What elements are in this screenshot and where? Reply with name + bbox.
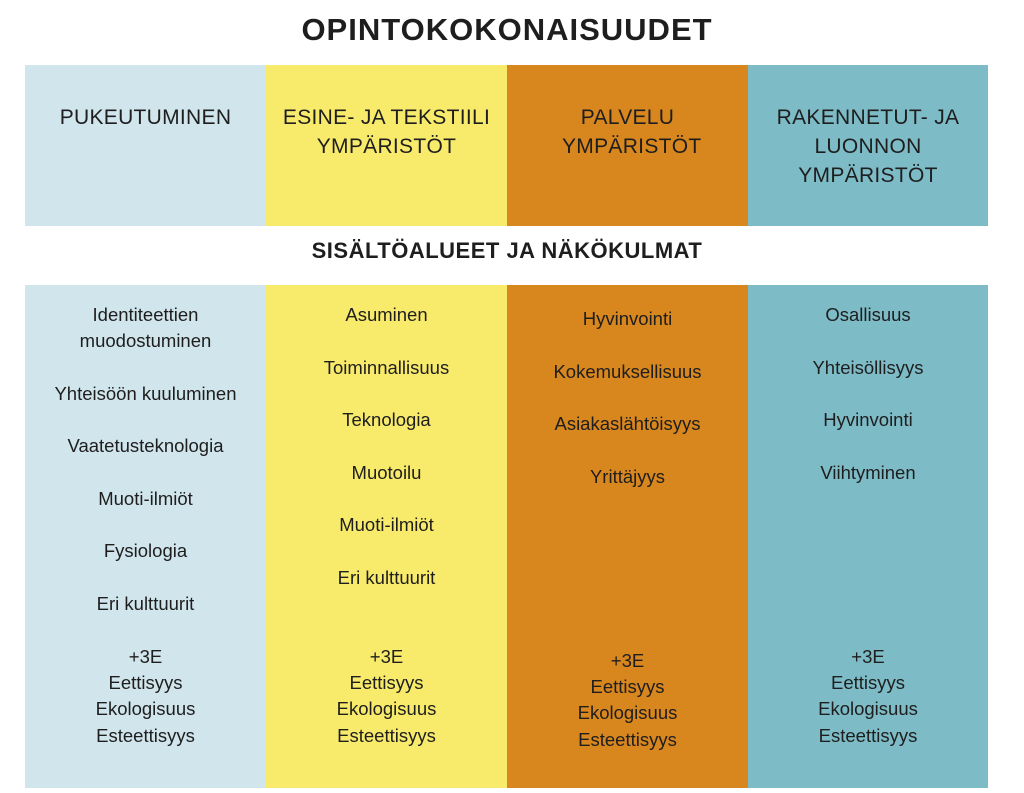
content-areas-row bbox=[25, 285, 988, 788]
content-column-esine-tekstiili bbox=[266, 285, 507, 788]
module-header-label: RAKENNETUT- JA LUONNON YMPÄRISTÖT bbox=[776, 106, 960, 187]
module-header-label: PUKEUTUMINEN bbox=[59, 106, 232, 129]
list-item: Yrittäjyys bbox=[589, 465, 666, 487]
list-item: Asuminen bbox=[345, 304, 428, 325]
main-title: OPINTOKOKONAISUUDET bbox=[301, 12, 713, 47]
three-e-item: Esteettisyys bbox=[578, 728, 677, 750]
module-header-esine-tekstiili bbox=[266, 65, 507, 226]
module-header-rakennetut-luonnon bbox=[748, 65, 988, 226]
content-column-pukeutuminen bbox=[25, 285, 266, 788]
list-item: Muoti-ilmiöt bbox=[98, 487, 193, 509]
study-modules-row bbox=[25, 65, 988, 226]
three-e-item: Esteettisyys bbox=[818, 724, 918, 746]
three-e-item: Esteettisyys bbox=[96, 724, 195, 746]
three-e-block bbox=[748, 644, 988, 749]
content-list bbox=[266, 302, 507, 617]
content-column-rakennetut-luonnon bbox=[748, 285, 988, 788]
three-e-item: Ekologisuus bbox=[95, 698, 196, 720]
list-item: Fysiologia bbox=[103, 540, 188, 561]
list-item: Kokemuksellisuus bbox=[553, 360, 702, 382]
three-e-block bbox=[507, 648, 748, 753]
list-item: Muotoilu bbox=[351, 461, 422, 483]
list-item: Teknologia bbox=[342, 409, 431, 430]
list-item: Osallisuus bbox=[825, 304, 911, 325]
three-e-heading: +3E bbox=[610, 650, 645, 671]
list-item: Viihtyminen bbox=[820, 461, 916, 483]
section-subtitle: SISÄLTÖALUEET JA NÄKÖKULMAT bbox=[311, 238, 703, 263]
list-item: Asiakaslähtöisyys bbox=[554, 413, 701, 434]
list-item: Eri kulttuurit bbox=[337, 566, 436, 588]
list-item: Eri kulttuurit bbox=[96, 592, 195, 614]
three-e-heading: +3E bbox=[128, 646, 163, 667]
module-header-pukeutuminen bbox=[25, 65, 266, 226]
three-e-heading: +3E bbox=[851, 646, 885, 667]
content-list bbox=[507, 306, 748, 516]
list-item: Toiminnallisuus bbox=[323, 356, 450, 378]
three-e-item: Ekologisuus bbox=[577, 702, 678, 724]
three-e-item: Eettisyys bbox=[590, 676, 665, 698]
content-list bbox=[25, 302, 266, 643]
module-header-label: ESINE- JA TEKSTIILI YMPÄRISTÖT bbox=[282, 106, 491, 158]
list-item: Hyvinvointi bbox=[823, 409, 913, 430]
list-item: Vaatetusteknologia bbox=[67, 435, 224, 456]
list-item: Muoti-ilmiöt bbox=[339, 514, 434, 535]
three-e-item: Ekologisuus bbox=[818, 698, 918, 720]
module-header-palvelu bbox=[507, 65, 748, 226]
three-e-heading: +3E bbox=[369, 646, 404, 667]
three-e-item: Eettisyys bbox=[108, 672, 183, 694]
content-list bbox=[748, 302, 988, 512]
three-e-block bbox=[25, 644, 266, 749]
three-e-item: Ekologisuus bbox=[336, 698, 437, 720]
three-e-item: Esteettisyys bbox=[337, 724, 436, 746]
list-item: Identiteettien muodostuminen bbox=[79, 304, 212, 351]
three-e-item: Eettisyys bbox=[830, 672, 906, 694]
list-item: Hyvinvointi bbox=[582, 308, 673, 329]
content-column-palvelu bbox=[507, 285, 748, 788]
three-e-block bbox=[266, 644, 507, 749]
list-item: Yhteisöön kuuluminen bbox=[54, 382, 237, 404]
module-header-label: PALVELU YMPÄRISTÖT bbox=[562, 106, 702, 158]
three-e-item: Eettisyys bbox=[349, 672, 424, 694]
list-item: Yhteisöllisyys bbox=[812, 356, 924, 378]
